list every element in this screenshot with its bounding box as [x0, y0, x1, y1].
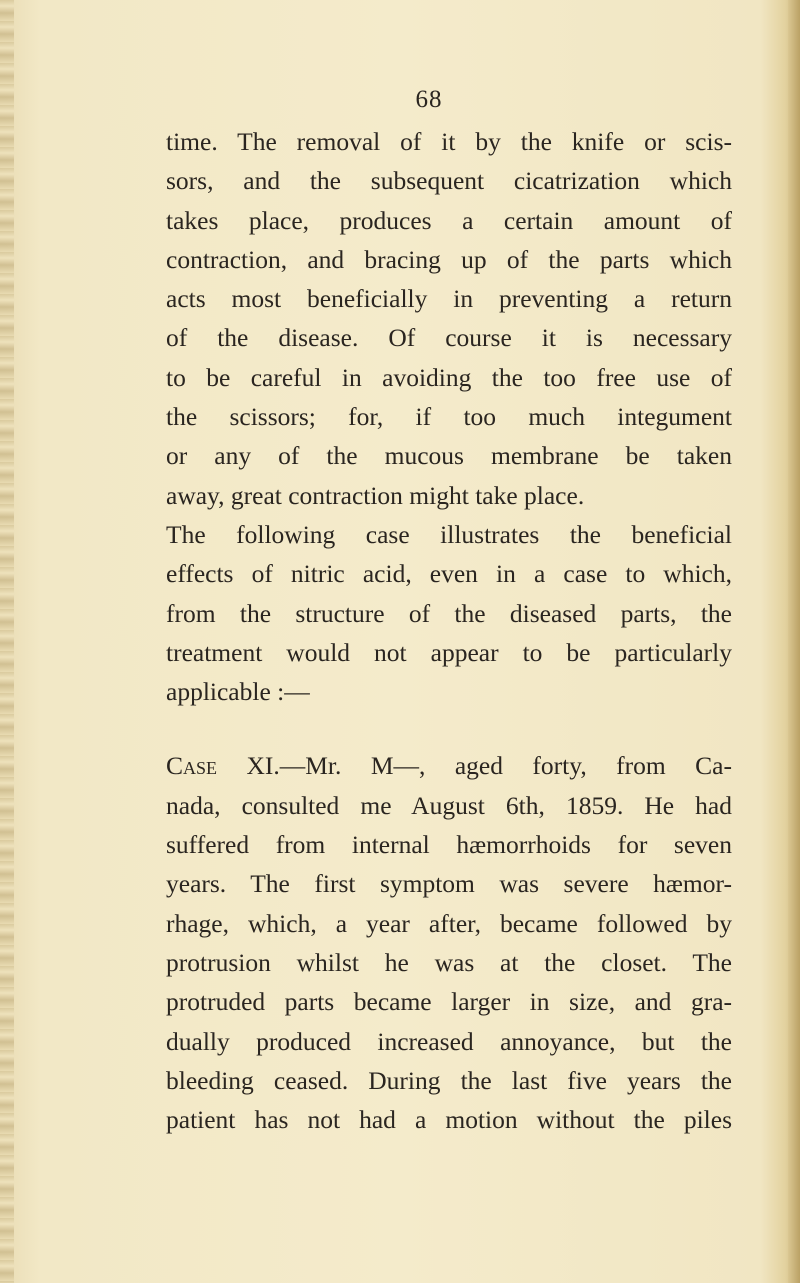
text-line: away, great contraction might take place. — [166, 480, 585, 510]
body-text — [166, 122, 732, 1139]
text-line: bleeding ceased. During the last five years the — [166, 1065, 732, 1095]
text-line: of the disease. Of course it is necessary — [166, 323, 732, 353]
text-line: to be careful in avoiding the too free use of — [166, 362, 732, 392]
page-right-edge — [788, 0, 800, 1283]
case-heading-line — [166, 746, 732, 785]
text-line: The following case illustrates the beneficial — [166, 519, 732, 549]
text-line: or any of the mucous membrane be taken — [166, 441, 732, 471]
text-line: contraction, and bracing up of the parts which — [166, 244, 732, 274]
text-line: protruded parts became larger in size, and gra- — [166, 987, 732, 1017]
text-line: protrusion whilst he was at the closet. The — [166, 947, 732, 977]
text-line: suffered from internal hæmorrhoids for seven — [166, 830, 732, 860]
text-line: patient has not had a motion without the piles — [166, 1105, 732, 1135]
text-line: dually produced increased annoyance, but the — [166, 1026, 732, 1056]
text-line: the scissors; for, if too much integument — [166, 402, 732, 432]
text-line: treatment would not appear to be particularly — [166, 637, 732, 667]
text-line: takes place, produces a certain amount of — [166, 205, 732, 235]
text-line: years. The first symptom was severe hæmor- — [166, 869, 732, 899]
page-number: 68 — [415, 86, 443, 113]
text-line-rest: XI.—Mr. M—, aged forty, from Ca- — [246, 751, 732, 781]
text-line: rhage, which, a year after, became followed by — [166, 908, 732, 938]
text-line: time. The removal of it by the knife or scis- — [166, 127, 732, 156]
text-line: effects of nitric acid, even in a case to which, — [166, 559, 732, 589]
text-line: nada, consulted me August 6th, 1859. He had — [166, 790, 732, 820]
text-line: sors, and the subsequent cicatrization which — [166, 166, 732, 196]
paragraph-gap — [166, 711, 732, 746]
case-label: Case — [166, 751, 218, 781]
page-left-edge — [0, 0, 14, 1283]
text-line: applicable :— — [166, 677, 310, 707]
text-line: acts most beneficially in preventing a return — [166, 284, 732, 314]
text-line: from the structure of the diseased parts, the — [166, 598, 732, 628]
